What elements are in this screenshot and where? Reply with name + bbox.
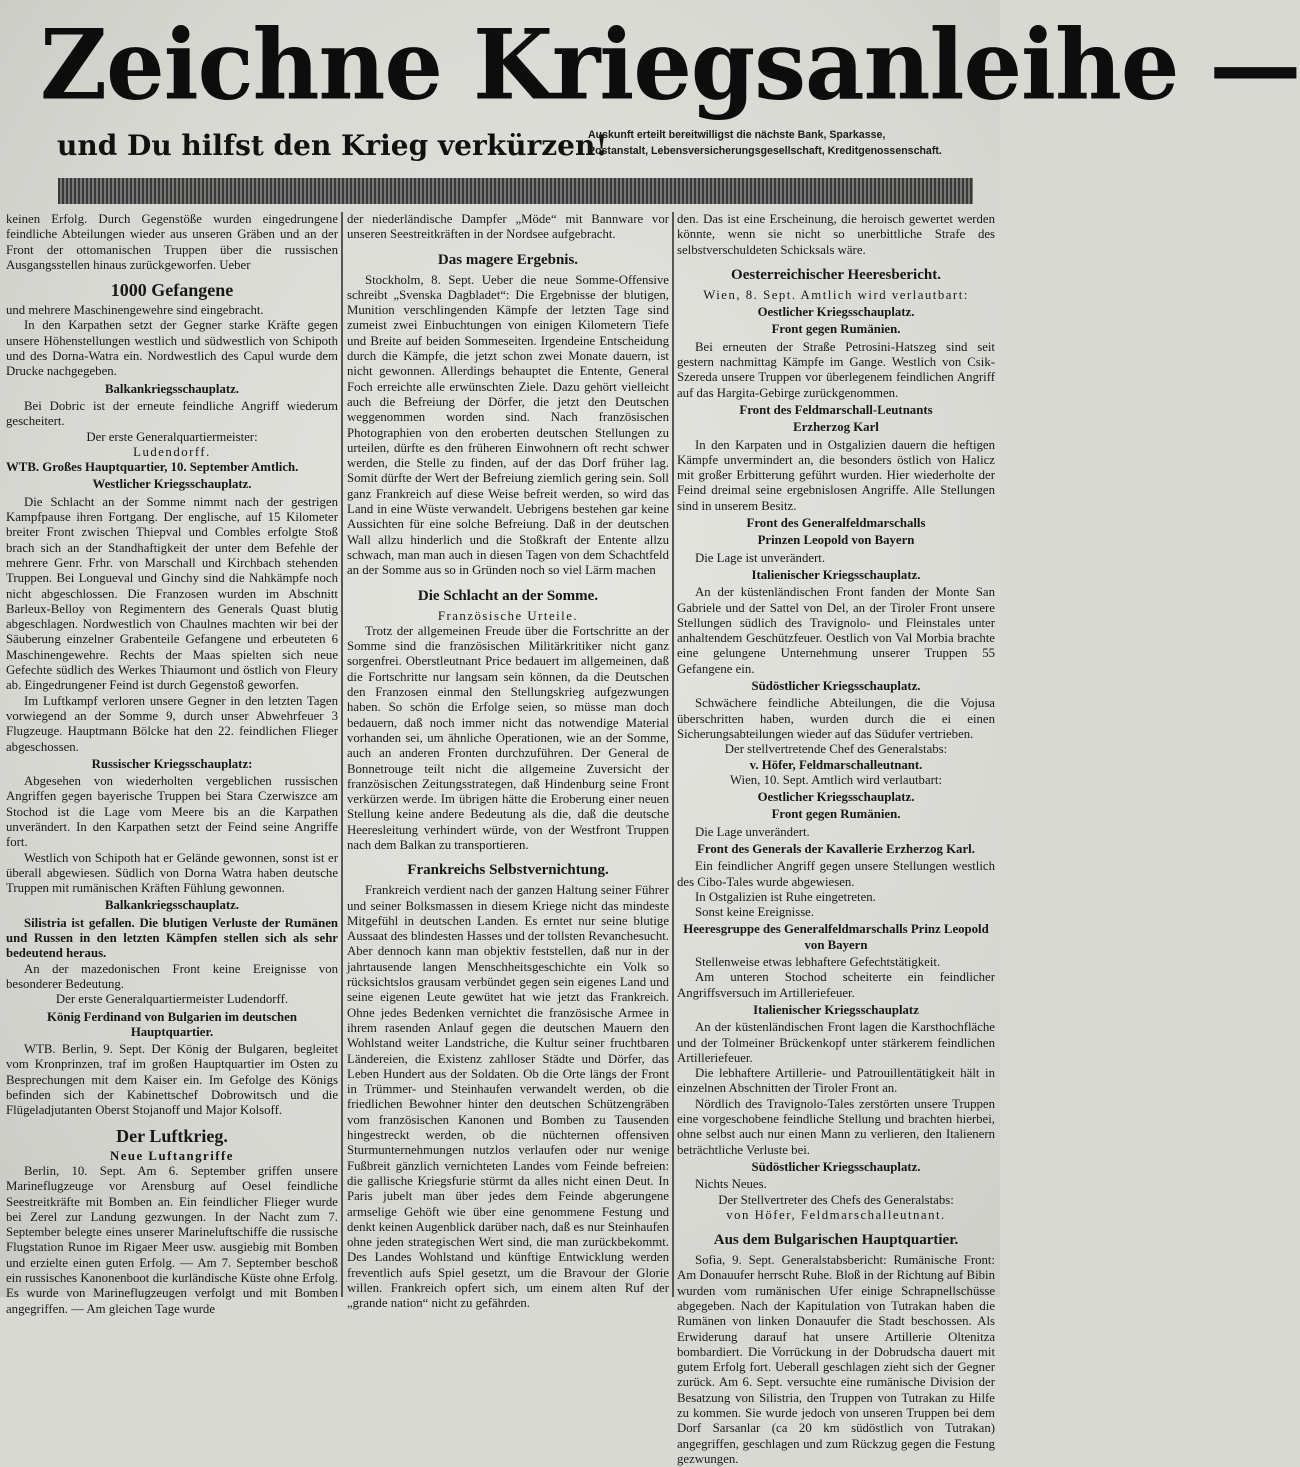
paragraph: Trotz der allgemeinen Freude über die Fortschritte an der Somme sind die französischen Militärkritiker nicht ganz sorgenfrei. Oberstleutnant Price bedauert im allgemeinen, daß die Fortschritte nur langsam sein können, da die Deutschen den Franzosen einmal den Stellungskrieg aufgezwungen haben. So schön die Erfolge seien, so müsse man doch bedauern, daß noch immer nicht das notwendige Material vorhanden sei, um ähnliche Operationen, wie an der Somme, auch an anderen Fronten durchzuführen. Der General de Bonnetrouge teilt nicht die allgemeine Zuversicht der französischen Zeitungsstrategen, daß Hindenburg seine Front verkürzen werde. Im übrigen hätte die Eroberung einer neuen Stellung keine andere Bedeutung als die, daß die deutsche Heeresleitung verhindert würde, von der Westfront Truppen nach dem Balkan zu transportieren. <box>347 623 669 852</box>
paragraph: Die Schlacht an der Somme nimmt nach der gestrigen Kampfpause ihren Fortgang. Der englische, auf 15 Kilometer breiter Front zwischen Thiepval und Combles erfolgte Stoß brach sich an der Standhaftigkeit der unter dem Befehle der mehrere Genr. Frhr. von Marschall und Kirchbach stehenden Truppen. Bei Longueval und Ginchy sind die Nahkämpfe noch nicht abgeschlossen. Die Franzosen wurden im Abschnitt Barleux-Belloy von Regimentern des Generals Quast blutig abgeschlagen. Nordwestlich von Chaulnes machten wir bei der Säuberung einzelner Grabenteile Gefangene und erbeuteten 6 Maschinengewehre. Rechts der Maas spielten sich neue Gefechte südlich des Werkes Thiaumont und östlich von Fleury ab. Eingedrungener Feind ist durch Gegenstoß geworfen. <box>6 494 338 693</box>
banner-headline: Zeichne Kriegsanleihe — <box>40 8 1300 122</box>
heading-bulgarien: Aus dem Bulgarischen Hauptquartier. <box>713 1232 959 1249</box>
signature-line: Der erste Generalquartiermeister: <box>86 429 258 444</box>
section-title: Front gegen Rumänien. <box>771 322 901 337</box>
subheading-luftangriffe: Neue Luftangriffe <box>110 1148 234 1163</box>
heading-oesterreich: Oesterreichischer Heeresbericht. <box>731 266 941 283</box>
paragraph: Die lebhaftere Artillerie- und Patrouillentätigkeit hält in einzelnen Abschnitten der Tiroler Front an. <box>677 1066 995 1096</box>
section-title: Oestlicher Kriegsschauplatz. <box>757 790 915 805</box>
paragraph: Im Luftkampf verloren unsere Gegner in den letzten Tagen vorwiegend an der Somme 9, durch unser Abwehrfeuer 3 Flugzeuge. Hauptmann Bölcke hat den 22. feindlichen Flieger abgeschossen. <box>6 693 338 754</box>
heading-luftkrieg: Der Luftkrieg. <box>116 1125 228 1146</box>
signature-line: Der erste Generalquartiermeister Ludendorff. <box>55 992 289 1007</box>
banner-notice <box>588 127 993 159</box>
paragraph: Die Lage unverändert. <box>695 824 810 839</box>
heading-west: Westlicher Kriegsschauplatz. <box>92 477 252 492</box>
banner-notice-line-1: Auskunft erteilt bereitwilligst die nächste Bank, Sparkasse, <box>588 129 886 141</box>
signature-line: Der stellvertretende Chef des Generalstabs: <box>724 742 948 757</box>
section-title: Italienischer Kriegsschauplatz. <box>751 567 921 582</box>
paragraph: keinen Erfolg. Durch Gegenstöße wurden eingedrungene feindliche Abteilungen wieder aus unseren Gräben und an der Front der ottomanischen Truppen über die russischen Ausgangsstellen hinaus zurückgeworfen. Ueber <box>6 212 338 272</box>
dateline: Wien, 10. Sept. Amtlich wird verlautbart: <box>729 772 942 787</box>
banner-hatched-rule <box>58 178 973 204</box>
section-title: Oestlicher Kriegsschauplatz. <box>757 305 915 320</box>
paragraph: Nördlich des Travignolo-Tales zerstörten unsere Truppen eine vorgeschobene feindliche Stellung und brachten hierbei, ohne selbst auch nur einen Mann zu verlieren, den Italienern beträchtliche Verluste bei. <box>677 1096 995 1157</box>
signature-name: Ludendorff. <box>133 444 211 459</box>
paragraph: den. Das ist eine Erscheinung, die heroisch gewertet werden könnte, wenn sie nicht so unerbittliche Strafe des selbstverschuldeten Schicksals wäre. <box>677 212 995 257</box>
heading-balkan: Balkankriegsschauplatz. <box>104 898 240 913</box>
paragraph: Bei Dobric ist der erneute feindliche Angriff wiederum gescheitert. <box>6 398 338 429</box>
section-title: Südöstlicher Kriegsschauplatz. <box>751 679 921 694</box>
signature-name: v. Höfer, Feldmarschalleutnant. <box>749 757 923 772</box>
heading-frankreich: Frankreichs Selbstvernichtung. <box>407 862 609 879</box>
section-title: Heeresgruppe des Generalfeldmarschalls Prinz Leopold von Bayern <box>683 922 989 952</box>
paragraph: Ein feindlicher Angriff gegen unsere Stellungen westlich des Cibo-Tales wurde abgewiesen. <box>677 859 995 889</box>
paragraph: Nichts Neues. <box>695 1177 767 1192</box>
heading-ergebnis: Das magere Ergebnis. <box>437 251 579 268</box>
paragraph: Stockholm, 8. Sept. Ueber die neue Somme-Offensive schreibt „Svenska Dagbladet“: Die Ergebnisse der blutigen, Munition verschlingenden Kämpfe der letzten Tage sind zumeist zwei Einbuchtungen von einigen Kilometern Tiefe und Breite auf beiden Sommeseiten. Irgendeine Entscheidung durch die Kämpfe, die jetzt schon zwei Monate dauern, ist nicht gewonnen. Allerdings behauptet die Entente, General Foch erreichte alle erwünschten Ziele. Dazu gehört vielleicht auch die Befreiung der Dörfer, die jetzt den Deutschen weggenommen worden sind. Nach französischen Photographien von den eroberten deutschen Stellungen zu urteilen, dürfte es den früheren Einwohnern oft recht schwer werden, die Stelle zu finden, auf der das Dorf früher lag. Somit dürfte der Wert der Befreiung ziemlich gering sein. Soll ganz Frankreich auf diese Weise befreit werden, so wird das Land in eine Wüste verwandelt. Uebrigens bestehen gar keine Aussichten für eine solche Befreiung. Daß in der deutschen Wall allzu hinderlich und die Stoßkraft der Entente allzu schwach, man man auch in diesen Tagen von dem Schachtfeld an der Somme aus so in Gründen noch so viel Lärm machen <box>347 272 669 578</box>
paragraph: An der küstenländischen Front lagen die Karsthochfläche und der Tolmeiner Brückenkopf unter stärkerem feindlichen Artilleriefeuer. <box>677 1020 995 1065</box>
column-divider <box>341 212 343 1297</box>
heading-ferdinand: König Ferdinand von Bulgarien im deutschen Hauptquartier. <box>47 1009 297 1039</box>
banner-subhead: und Du hilfst den Krieg verkürzen! <box>57 129 608 162</box>
section-title: Front des Generals der Kavallerie Erzherzog Karl. <box>697 841 975 856</box>
paragraph: In den Karpaten und in Ostgalizien dauern die heftigen Kämpfe unvermindert an, die besonders östlich von Halicz mit großer Erbitterung geführt wurden. Hier wiederholte der Feind dreimal seine ergebnislosen Angriffe. Alle Stellungen sind in unserem Besitz. <box>677 437 995 513</box>
heading-russ: Russischer Kriegsschauplatz: <box>91 756 253 771</box>
section-title: Front des Feldmarschall-Leutnants <box>739 402 933 417</box>
paragraph: und mehrere Maschinengewehre sind eingebracht. <box>6 303 264 318</box>
paragraph: In den Karpathen setzt der Gegner starke Kräfte gegen unsere Höhenstellungen westlich und südwestlich von Schipoth und des Dorna-Watra ein. Nordwestlich des Capul wurde dem Drucke nachgegeben. <box>6 318 338 379</box>
paragraph: Schwächere feindliche Abteilungen, die die Vojusa überschritten haben, wurden durch die ei einen Sicherungsabteilungen wieder auf das Südufer vertrieben. <box>677 696 995 741</box>
paragraph: Am unteren Stochod scheiterte ein feindlicher Angriffsversuch im Artilleriefeuer. <box>677 970 995 1000</box>
paragraph: An der mazedonischen Front keine Ereignisse von besonderer Bedeutung. <box>6 961 338 991</box>
section-title: Südöstlicher Kriegsschauplatz. <box>751 1159 921 1174</box>
paragraph: Die Lage ist unverändert. <box>695 550 826 565</box>
paragraph: Frankreich verdient nach der ganzen Haltung seiner Führer und seiner Bolksmassen in diesem Kriege nicht das mindeste Mitgefühl in deutschen Landen. Es erntet nur seine blutige Aussaat des blindesten Hasses und der tollsten Revanchesucht. Aber dennoch kann man objektiv feststellen, daß nur in der jahrtausende langen Menschheitsgeschichte ein Volk so rücksichtslos grausam verbündet gegen sein eigenes Land und seine eigenen Leute gewütet hat wie jetzt das Frankreich. Ohne jedes Bedenken vernichtet die französische Armee in ihrem rasenden Anlauf gegen die deutschen Mauern den Wohlstand weiter Landstriche, die Kultur seiner fruchtbaren Ländereien, die Existenz zahlloser Städte und Dörfer, das Leben Hundert aus der Soldaten. Ob die Orte längs der Front in Trümmer- und Steinhaufen verwandelt werden, ob die friedlichen Bewohner hinter den deutschen Schützengräben vom französischen Kanonen und Bomben zu Tausenden hingestreckt werden, ob die nüchternen offensiven Sturmunternehmungen nutzlos verlaufen oder nur wenige Fußbreit gänzlich vernichteten Landes vom Feinde befreien: die gallische Kriegsfurie stürmt da alles nicht einen Deut. In Paris jubelt man über jedes dem Feinde abgerungene armselige Gehöft wie über eine genommene Festung und denkt keinen Augenblick darüber nach, daß es nur Steinhaufen ohne jeden strategischen Wert sind, die man zurückbekommt. Des Landes Wohlstand und künftige Entwicklung werden freventlich aufs Spiel gesetzt, um die Bravour der Glorie willen. Frankreich opfert sich, um einem alten Ruf der „grande nation“ nicht zu gefährden. <box>347 883 669 1311</box>
section-title: Front des Generalfeldmarschalls <box>746 516 926 531</box>
paragraph: Berlin, 10. Sept. Am 6. September griffen unsere Marineflugzeuge vor Arensburg auf Oesel feindliche Seestreitkräfte mit Bomben an. Ein feindlicher Flieger wurde bei Zerel zur Landung gezwungen. In der Nacht zum 7. September belegte eines unserer Marineluftschiffe die russische Flugstation Runoe im Rigaer Meer usw. ausgiebig mit Bomben und erzielte einen guten Erfolg. — Am 7. September beschoß ein russisches Kanonenboot die kurländische Küste ohne Erfolg. Es wurde von Marineflugzeugen verfolgt und mit Bomben angegriffen. — Am gleichen Tage wurde <box>6 1163 338 1316</box>
article-columns <box>0 212 1000 1466</box>
paragraph: Westlich von Schipoth hat er Gelände gewonnen, sonst ist er überall abgewiesen. Südlich von Dorna Watra haben deutsche Truppen mit rumänischen Kräften Fühlung gewonnen. <box>6 850 338 896</box>
signature-name: von Höfer, Feldmarschalleutnant. <box>726 1207 946 1222</box>
dateline: WTB. Großes Hauptquartier, 10. September Amtlich. <box>6 460 299 475</box>
section-title: Erzherzog Karl <box>793 420 879 435</box>
war-bond-banner <box>0 0 1300 212</box>
heading-schlacht: Die Schlacht an der Somme. <box>417 587 599 604</box>
paragraph: In Ostgalizien ist Ruhe eingetreten. <box>695 889 876 904</box>
signature-line: Der Stellvertreter des Chefs des Generalstabs: <box>718 1192 954 1207</box>
paragraph: An der küstenländischen Front fanden der Monte San Gabriele und der Sattel von Del, an der Tiroler Front unsere Stellungen südlich des Travignolo- und Fleinstales unter anhaltendem Geschützfeuer. Oestlich von Val Morbia brachte eine gelungene Unternehmung unserer Truppen 55 Gefangene ein. <box>677 585 995 676</box>
paragraph: Silistria ist gefallen. Die blutigen Verluste der Rumänen und Russen in den letzten Kämpfen stellen sich als sehr bedeutend heraus. <box>6 915 338 961</box>
paragraph: Sonst keine Ereignisse. <box>695 905 815 920</box>
paragraph: WTB. Berlin, 9. Sept. Der König der Bulgaren, begleitet vom Kronprinzen, traf im großen Hauptquartier im Osten zu Besprechungen mit dem Kaiser ein. Im Gefolge des Königs befinden sich der Kabinettschef Dobrowitsch und die Flügeladjutanten Oberst Stojanoff und Major Kolsoff. <box>6 1042 338 1118</box>
paragraph: Abgesehen von wiederholten vergeblichen russischen Angriffen gegen bayerische Truppen bei Stara Czerwiszce am Stochod ist die Lage vom Meere bis an die Karpathen unverändert. In den Karpathen setzt der Feind seine Angriffe fort. <box>6 774 338 850</box>
paragraph: Sofia, 9. Sept. Generalstabsbericht: Rumänische Front: Am Donauufer herrscht Ruhe. Bloß in der Richtung auf Bibin wurden vom rumänischen Ufer einige Schrapnellschüsse abgegeben. Nach der Kapitulation von Tutrakan haben die Rumänen von linken Donauufer die Stadt beschossen. Als Erwiderung darauf hat unsere Artillerie Oltenitza bombardiert. Die Vorrückung in der Dobrudscha dauert mit gutem Erfolg fort. Ueberall geschlagen zieht sich der Gegner zurück. Am 6. Sept. versuchte eine rumänische Division der Besatzung von Silistria, den Truppen von Tutrakan zu Hilfe zu kommen. Sie wurde jedoch von unseren Truppen bei dem Dorf Sarsanlar (ca 20 km südöstlich von Tutrakan) angegriffen, geschlagen und zum Rückzug gegen die Festung gezwungen. <box>677 1253 995 1466</box>
banner-notice-line-2: Postanstalt, Lebensversicherungsgesellschaft, Kreditgenossenschaft. <box>588 145 942 157</box>
paragraph: der niederländische Dampfer „Möde“ mit Bannware vor unseren Seestreitkräften in der Nordsee aufgebracht. <box>347 212 669 242</box>
column-3 <box>677 212 995 1466</box>
column-2 <box>347 212 669 1311</box>
section-title: Italienischer Kriegsschauplatz <box>753 1002 919 1017</box>
paragraph: Bei erneuten der Straße Petrosini-Hatszeg sind seit gestern nachmittag Kämpfe im Gange. Westlich von Csik-Szereda unsere Truppen vor überlegenem feindlichen Angriff auf das Hargita-Gebirge zurückgenommen. <box>677 339 995 400</box>
paragraph: Stellenweise etwas lebhaftere Gefechtstätigkeit. <box>695 955 941 970</box>
column-divider <box>672 212 674 1297</box>
dateline: Wien, 8. Sept. Amtlich wird verlautbart: <box>703 287 969 302</box>
heading-balkan: Balkankriegsschauplatz. <box>104 381 240 396</box>
column-1 <box>6 212 338 1316</box>
subheading-urteile: Französische Urteile. <box>437 608 579 623</box>
section-title: Front gegen Rumänien. <box>771 807 901 822</box>
section-title: Prinzen Leopold von Bayern <box>757 533 915 548</box>
heading-1000-gefangene: 1000 Gefangene <box>110 280 234 301</box>
